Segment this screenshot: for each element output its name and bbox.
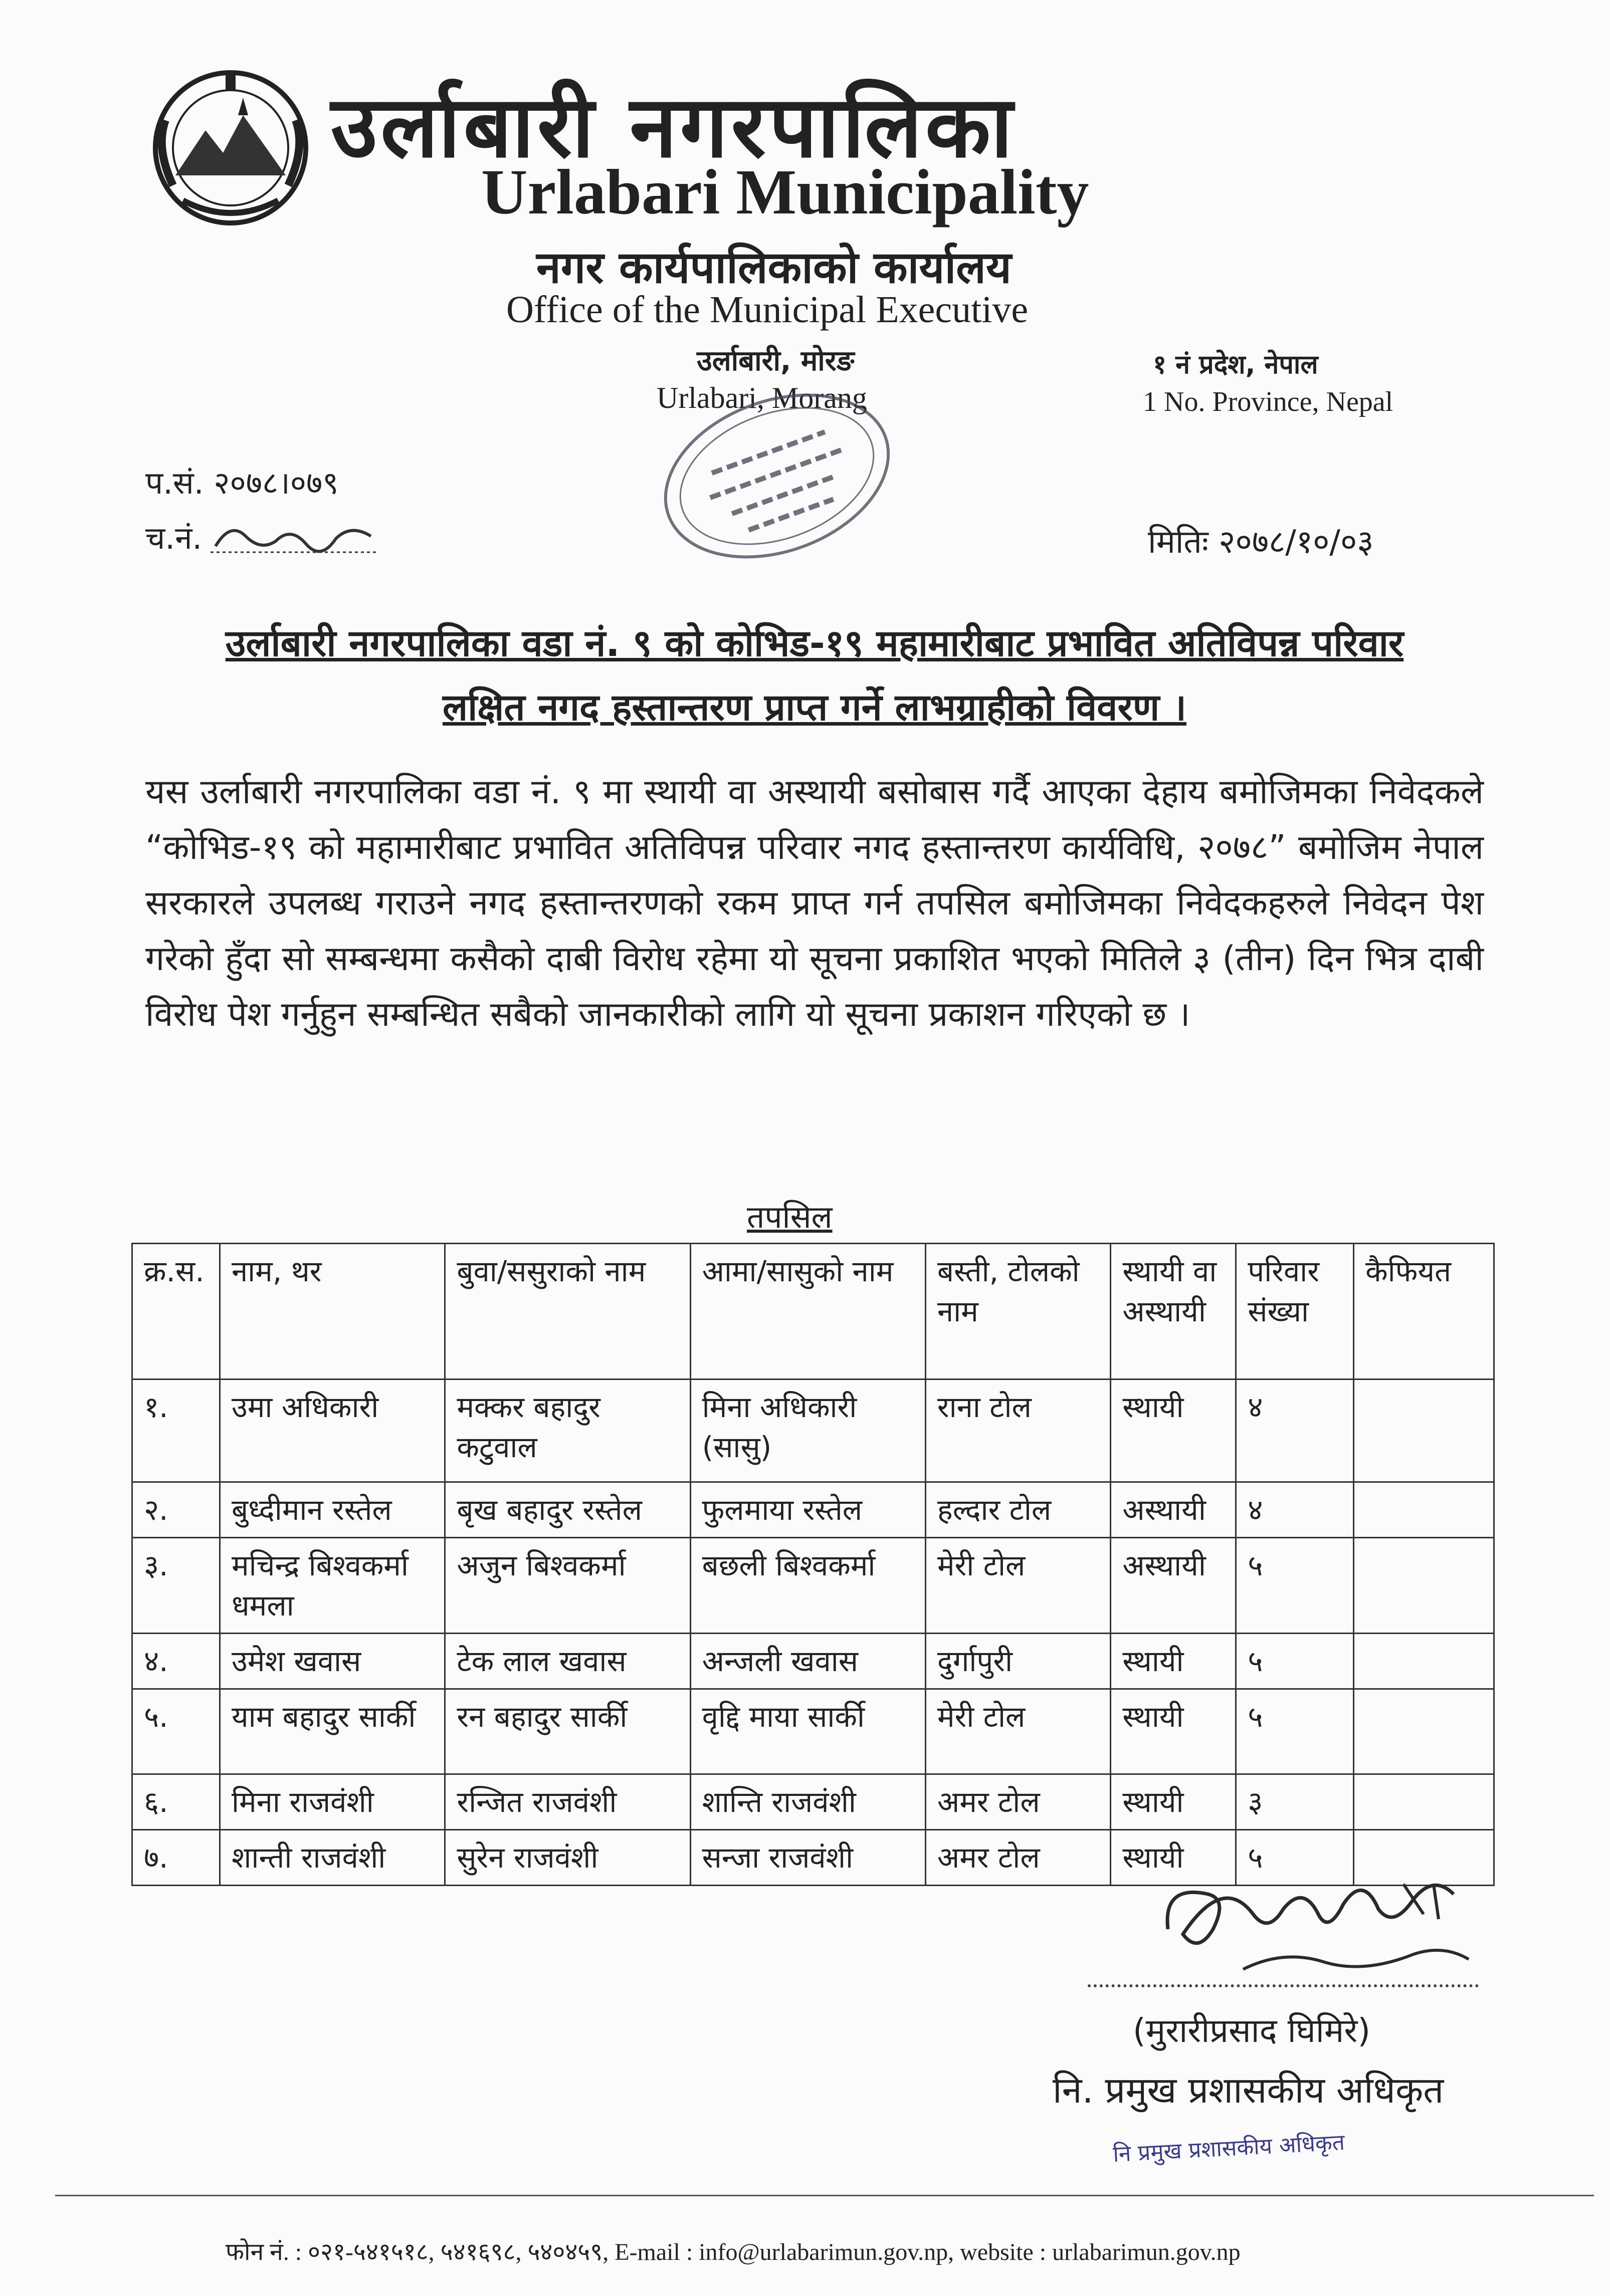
name-cell: याम बहादुर सार्की [220,1689,445,1774]
header-family-size: परिवार संख्या [1236,1244,1354,1380]
residency-status-cell: स्थायी [1111,1634,1236,1689]
residency-status-cell: अस्थायी [1111,1482,1236,1538]
table-row [132,1689,1494,1774]
office-location-english: Urlabari, Morang [657,381,867,414]
municipality-emblem-logo [135,60,326,231]
residency-status-cell: स्थायी [1111,1380,1236,1482]
office-name-nepali: नगर कार्यपालिकाको कार्यालय [536,242,1012,293]
office-seal-stamp [637,381,917,571]
table-row [132,1774,1494,1830]
residency-status-cell: स्थायी [1111,1830,1236,1886]
mother-name-cell: मिना अधिकारी (सासु) [690,1380,925,1482]
remarks-cell [1354,1380,1494,1482]
fiscal-year-reference: प.सं. २०७८।०७९ [145,465,339,501]
name-cell: बुध्दीमान रस्तेल [220,1482,445,1538]
handwritten-signature [1153,1854,1479,1984]
serial-number-cell: ५. [132,1689,220,1774]
mother-name-cell: सन्जा राजवंशी [690,1830,925,1886]
family-size-cell: ५ [1236,1830,1354,1886]
header-remarks: कैफियत [1354,1244,1494,1380]
header-residency-status: स्थायी वा अस्थायी [1111,1244,1236,1380]
office-location-nepali: उर्लाबारी, मोरङ [697,345,855,377]
settlement-cell: मेरी टोल [925,1538,1110,1634]
municipality-title-nepali: उर्लाबारी नगरपालिका [331,78,1016,177]
notice-title-line-2: लक्षित नगद हस्तान्तरण प्राप्त गर्ने लाभग्राहीको विवरण । [442,686,1187,729]
family-size-cell: ३ [1236,1774,1354,1830]
settlement-cell: अमर टोल [925,1830,1110,1886]
mother-name-cell: अन्जली खवास [690,1634,925,1689]
remarks-cell [1354,1634,1494,1689]
handwritten-dispatch-number [211,516,376,556]
serial-number-cell: ३. [132,1538,220,1634]
settlement-cell: राना टोल [925,1380,1110,1482]
name-cell: शान्ती राजवंशी [220,1830,445,1886]
family-size-cell: ५ [1236,1634,1354,1689]
family-size-cell: ४ [1236,1380,1354,1482]
footer-divider [55,2195,1594,2196]
header-father-name: बुवा/ससुराको नाम [445,1244,690,1380]
settlement-cell: मेरी टोल [925,1689,1110,1774]
notice-date: मितिः २०७८/१०/०३ [1148,524,1374,561]
table-row [132,1482,1494,1538]
mother-name-cell: शान्ति राजवंशी [690,1774,925,1830]
name-cell: मचिन्द्र बिश्वकर्मा धमला [220,1538,445,1634]
notice-body-paragraph: यस उर्लाबारी नगरपालिका वडा नं. ९ मा स्थायी वा अस्थायी बसोबास गर्दै आएका देहाय बमोजिमका निवेदकले “कोभिड-१९ को महामारीबाट प्रभावित अतिविपन्न परिवार नगद हस्तान्तरण कार्यविधि, २०७८” बमोजिम नेपाल सरकारले उपलब्ध गराउने नगद हस्तान्तरणको रकम प्राप्त गर्न तपसिल बमोजिमका निवेदकहरुले निवेदन पेश गरेको हुँदा सो सम्बन्धमा कसैको दाबी विरोध रहेमा यो सूचना प्रकाशित भएको मितिले ३ (तीन) दिन भित्र दाबी विरोध पेश गर्नुहुन सम्बन्धित सबैको जानकारीको लागि यो सूचना प्रकाशन गरिएको छ । [145,772,1484,1034]
settlement-cell: दुर्गापुरी [925,1634,1110,1689]
municipality-title-english: Urlabari Municipality [481,156,1089,227]
name-cell: उमेश खवास [220,1634,445,1689]
annex-heading: तपसिल [747,1199,833,1235]
table-header-row [132,1244,1494,1380]
table-row [132,1538,1494,1634]
header-serial-number: क्र.स. [132,1244,220,1380]
remarks-cell [1354,1689,1494,1774]
family-size-cell: ५ [1236,1689,1354,1774]
notice-title [180,611,1449,740]
settlement-cell: अमर टोल [925,1774,1110,1830]
residency-status-cell: स्थायी [1111,1689,1236,1774]
table-row [132,1380,1494,1482]
father-name-cell: मक्कर बहादुर कटुवाल [445,1380,690,1482]
province-english: 1 No. Province, Nepal [1143,386,1393,417]
father-name-cell: रन्जित राजवंशी [445,1774,690,1830]
dispatch-number-label: च.नं. [145,520,203,556]
signer-designation: नि. प्रमुख प्रशासकीय अधिकृत [1053,2069,1444,2111]
remarks-cell [1354,1482,1494,1538]
notice-title-line-1: उर्लाबारी नगरपालिका वडा नं. ९ को कोभिड-१९ महामारीबाट प्रभावित अतिविपन्न परिवार [225,622,1404,665]
father-name-cell: रन बहादुर सार्की [445,1689,690,1774]
serial-number-cell: ४. [132,1634,220,1689]
office-name-english: Office of the Municipal Executive [506,289,1029,331]
name-cell: उमा अधिकारी [220,1380,445,1482]
mother-name-cell: वृद्दि माया सार्की [690,1689,925,1774]
beneficiary-table [131,1243,1495,1886]
signature-dotted-line [1088,1984,1479,1987]
remarks-cell [1354,1538,1494,1634]
serial-number-cell: ७. [132,1830,220,1886]
settlement-cell: हल्दार टोल [925,1482,1110,1538]
header-settlement: बस्ती, टोलको नाम [925,1244,1110,1380]
family-size-cell: ४ [1236,1482,1354,1538]
family-size-cell: ५ [1236,1538,1354,1634]
serial-number-cell: २. [132,1482,220,1538]
father-name-cell: सुरेन राजवंशी [445,1830,690,1886]
father-name-cell: बृख बहादुर रस्तेल [445,1482,690,1538]
header-mother-name: आमा/सासुको नाम [690,1244,925,1380]
signer-name: (मुरारीप्रसाद घिमिरे) [1133,2011,1371,2050]
residency-status-cell: स्थायी [1111,1774,1236,1830]
father-name-cell: अजुन बिश्वकर्मा [445,1538,690,1634]
province-nepali: १ नं प्रदेश, नेपाल [1153,350,1318,380]
mother-name-cell: फुलमाया रस्तेल [690,1482,925,1538]
residency-status-cell: अस्थायी [1111,1538,1236,1634]
footer-contact-info: फोन नं. : ०२१-५४१५१८, ५४१६९८, ५४०४५९, E-mail : info@urlabarimun.gov.np, website : urlabarimun.gov.np [226,2239,1241,2265]
father-name-cell: टेक लाल खवास [445,1634,690,1689]
serial-number-cell: ६. [132,1774,220,1830]
remarks-cell [1354,1774,1494,1830]
serial-number-cell: १. [132,1380,220,1482]
name-cell: मिना राजवंशी [220,1774,445,1830]
table-row [132,1634,1494,1689]
header-name: नाम, थर [220,1244,445,1380]
designation-stamp: नि प्रमुख प्रशासकीय अधिकृत [1112,2129,1346,2168]
mother-name-cell: बछली बिश्वकर्मा [690,1538,925,1634]
